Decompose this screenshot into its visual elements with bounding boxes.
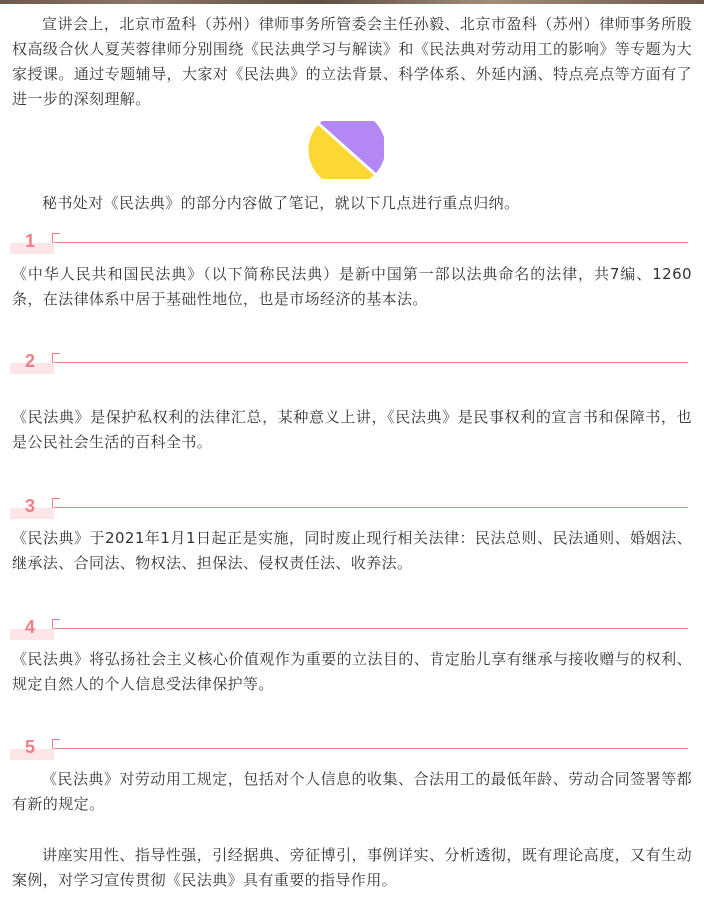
conclusion-paragraph: 讲座实用性、指导性强，引经据典、旁征博引，事例详实、分析透彻，既有理论高度，又有生动案例，对学习宣传贯彻《民法典》具有重要的指导作用。 bbox=[12, 846, 692, 889]
section-5-header bbox=[10, 736, 688, 762]
section-divider bbox=[54, 628, 688, 629]
section-2-header bbox=[10, 350, 688, 376]
section-4-text: 《民法典》将弘扬社会主义核心价值观作为重要的立法目的、肯定胎儿享有继承与接收赠与的权利、规定自然人的个人信息受法律保护等。 bbox=[12, 650, 692, 693]
section-1-header bbox=[10, 230, 688, 256]
section-4-header bbox=[10, 616, 688, 642]
section-5-text: 《民法典》对劳动用工规定，包括对个人信息的收集、合法用工的最低年龄、劳动合同签署等都有新的规定。 bbox=[12, 770, 692, 813]
section-number: 1 bbox=[24, 231, 35, 251]
section-3-text: 《民法典》于2021年1月1日起正是实施，同时废止现行相关法律：民法总则、民法通则、婚姻法、继承法、合同法、物权法、担保法、侵权责任法、收养法。 bbox=[12, 529, 692, 572]
intro-paragraph: 宣讲会上，北京市盈科（苏州）律师事务所管委会主任孙毅、北京市盈科（苏州）律师事务所股权高级合伙人夏芙蓉律师分别围绕《民法典学习与解读》和《民法典对劳动用工的影响》等专题为大家授课。通过专题辅导，大家对《民法典》的立法背景、科学体系、外延内涵、特点亮点等方面有了进一步的深刻理解。 bbox=[12, 15, 692, 108]
photo-strip bbox=[0, 0, 704, 4]
section-1-text: 《中华人民共和国民法典》（以下简称民法典）是新中国第一部以法典命名的法律，共7编、1260条，在法律体系中居于基础性地位，也是市场经济的基本法。 bbox=[12, 265, 692, 308]
section-number: 5 bbox=[24, 737, 35, 757]
summary-paragraph: 秘书处对《民法典》的部分内容做了笔记，就以下几点进行重点归纳。 bbox=[42, 194, 520, 212]
section-number: 2 bbox=[24, 351, 35, 371]
section-number: 4 bbox=[24, 617, 35, 637]
section-divider bbox=[54, 507, 688, 508]
section-divider bbox=[54, 748, 688, 749]
decorative-logo-icon bbox=[306, 121, 384, 179]
section-2-text: 《民法典》是保护私权利的法律汇总，某种意义上讲，《民法典》是民事权利的宣言书和保障书，也是公民社会生活的百科全书。 bbox=[12, 408, 692, 451]
section-3-header bbox=[10, 495, 688, 521]
section-divider bbox=[54, 362, 688, 363]
section-number: 3 bbox=[24, 496, 35, 516]
section-divider bbox=[54, 242, 688, 243]
